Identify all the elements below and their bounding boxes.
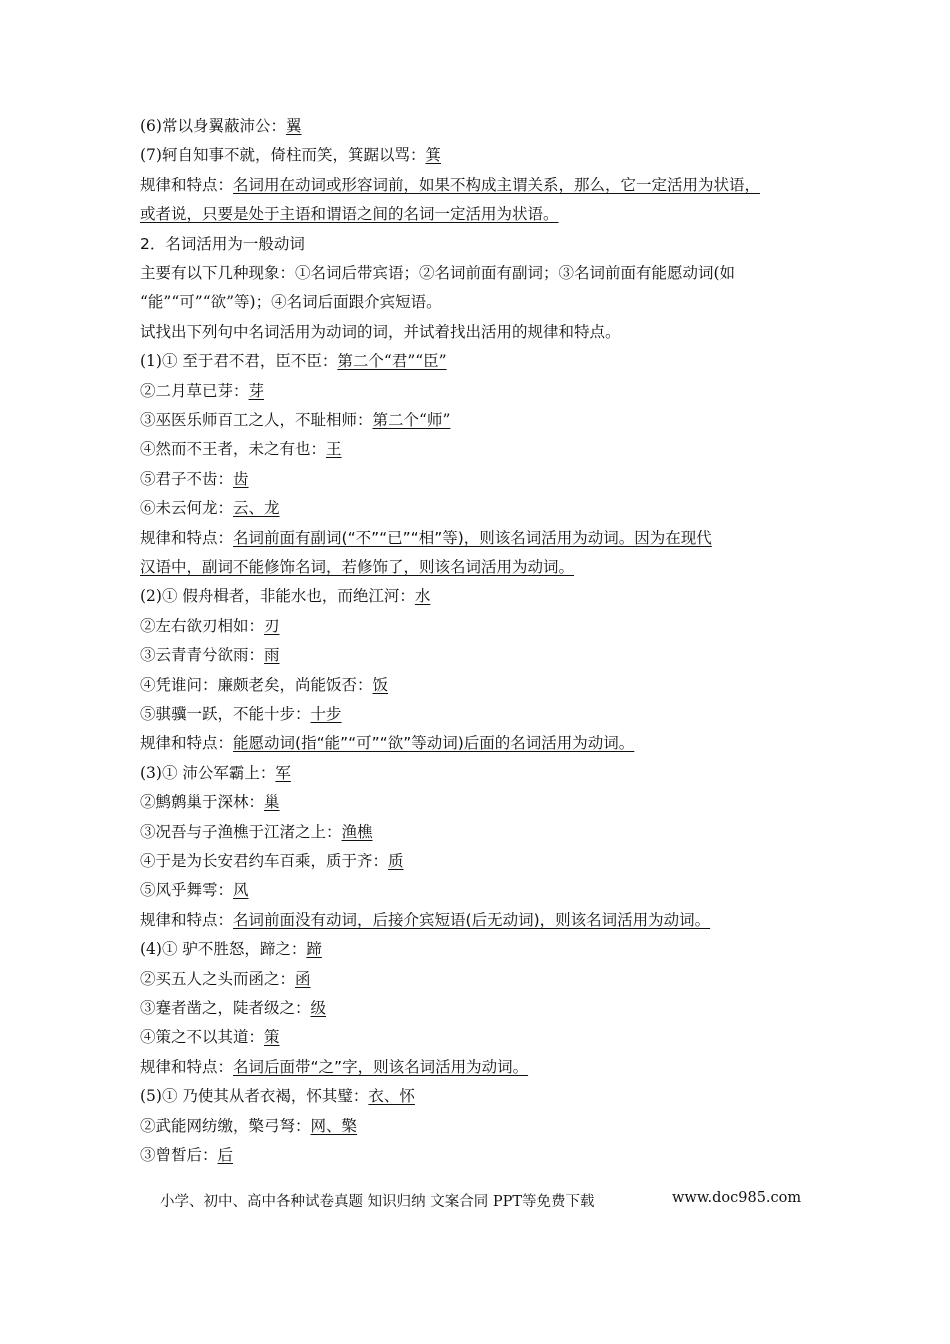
line-text: ②买五人之头而函之：	[140, 970, 296, 988]
line-text: 规律和特点：	[140, 911, 234, 929]
line-text: ④凭谁问：廉颇老矣，尚能饭否：	[140, 676, 373, 694]
answer-text: 芽	[248, 382, 265, 400]
line-text: 规律和特点：	[140, 734, 234, 752]
answer-text: 函	[295, 970, 311, 988]
text-line	[140, 468, 249, 490]
text-line	[140, 556, 574, 578]
text-line	[140, 615, 280, 637]
line-text: ⑤君子不齿：	[140, 470, 234, 488]
text-line	[140, 644, 280, 666]
text-line	[140, 1115, 357, 1137]
line-text: ③巫医乐师百工之人，不耻相师：	[140, 411, 373, 429]
answer-text: 名词前面有副词(“不”“已”“相”等)，则该名词活用为动词。因为在现代	[233, 529, 712, 547]
text-line	[140, 938, 322, 960]
text-line	[140, 791, 280, 813]
line-text: (3)① 沛公军霸上：	[140, 764, 276, 782]
text-line	[140, 438, 342, 460]
text-line	[140, 350, 447, 372]
text-line	[140, 409, 450, 431]
text-line	[140, 203, 559, 225]
answer-text: 王	[326, 440, 342, 458]
text-line	[140, 703, 342, 725]
answer-text: 质	[388, 852, 404, 870]
text-line	[140, 233, 305, 255]
answer-text: 渔樵	[341, 823, 373, 841]
line-text: (7)轲自知事不就，倚柱而笑，箕踞以骂：	[140, 146, 426, 164]
line-text: 主要有以下几种现象：①名词后带宾语；②名词前面有副词；③名词前面有能愿动词(如	[140, 264, 736, 282]
answer-text: 名词后面带“之”字，则该名词活用为动词。	[233, 1058, 529, 1076]
answer-text: 饭	[372, 676, 389, 694]
answer-text: 网、檠	[310, 1117, 358, 1135]
text-line	[140, 674, 388, 696]
text-line	[140, 1026, 280, 1048]
answer-text: 或者说，只要是处于主语和谓语之间的名词一定活用为状语。	[140, 205, 559, 223]
line-text: 2．名词活用为一般动词	[140, 235, 305, 253]
line-text: ②武能网纺缴，檠弓弩：	[140, 1117, 311, 1135]
answer-text: 后	[217, 1146, 234, 1164]
text-line	[140, 732, 634, 754]
text-line	[140, 262, 735, 284]
text-line	[140, 527, 712, 549]
line-text: ③况吾与子渔樵于江渚之上：	[140, 823, 342, 841]
line-text: ⑥未云何龙：	[140, 499, 234, 517]
answer-text: 名词前面没有动词，后接介宾短语(后无动词)，则该名词活用为动词。	[233, 911, 711, 929]
line-text: ②左右欲刃相如：	[140, 617, 265, 635]
answer-text: 名词用在动词或形容词前，如果不构成主谓关系，那么，它一定活用为状语，	[233, 176, 761, 194]
answer-text: 衣、怀	[368, 1087, 415, 1105]
line-text: 规律和特点：	[140, 176, 234, 194]
line-text: (1)① 至于君不君，臣不臣：	[140, 352, 338, 370]
text-line	[140, 997, 326, 1019]
line-text: ②二月草已芽：	[140, 382, 249, 400]
text-line	[140, 968, 311, 990]
answer-text: 第二个“君”“臣”	[337, 352, 447, 370]
answer-text: 水	[414, 587, 431, 605]
answer-text: 齿	[233, 470, 249, 488]
text-line	[140, 174, 760, 196]
answer-text: 能愿动词(指“能”“可”“欲”等动词)后面的名词活用为动词。	[233, 734, 635, 752]
line-text: ②鹪鹩巢于深林：	[140, 793, 265, 811]
text-line	[140, 821, 373, 843]
line-text: ④然而不王者，未之有也：	[140, 440, 327, 458]
answer-text: 翼	[285, 117, 302, 135]
text-line	[140, 115, 301, 137]
answer-text: 汉语中，副词不能修饰名词，若修饰了，则该名词活用为动词。	[140, 558, 575, 576]
line-text: (6)常以身翼蔽沛公：	[140, 117, 286, 135]
line-text: ⑤风乎舞雩：	[140, 881, 234, 899]
text-line	[140, 850, 404, 872]
text-line	[140, 1085, 415, 1107]
text-line	[140, 762, 291, 784]
text-line	[140, 497, 280, 519]
answer-text: 风	[233, 881, 249, 899]
answer-text: 巢	[264, 793, 280, 811]
footer-url[interactable]: www.doc985.com	[672, 1190, 802, 1206]
answer-text: 云、龙	[233, 499, 280, 517]
text-line	[140, 1056, 528, 1078]
line-text: “能”“可”“欲”等)；④名词后面跟介宾短语。	[140, 293, 442, 311]
answer-text: 蹄	[306, 940, 322, 958]
line-text: 试找出下列句中名词活用为动词的词，并试着找出活用的规律和特点。	[140, 323, 621, 341]
answer-text: 第二个“师”	[372, 411, 451, 429]
line-text: ③蹇者凿之，陡者级之：	[140, 999, 311, 1017]
answer-text: 刃	[264, 617, 280, 635]
text-line	[140, 909, 710, 931]
text-line	[140, 291, 442, 313]
text-line	[140, 1144, 233, 1166]
line-text: ③云青青兮欲雨：	[140, 646, 265, 664]
text-line	[140, 144, 441, 166]
line-text: ④于是为长安君约车百乘，质于齐：	[140, 852, 389, 870]
text-line	[140, 585, 430, 607]
text-line	[140, 879, 249, 901]
line-text: 规律和特点：	[140, 1058, 234, 1076]
line-text: ⑤骐骥一跃，不能十步：	[140, 705, 311, 723]
footer-text: 小学、初中、高中各种试卷真题 知识归纳 文案合同 PPT等免费下载	[160, 1194, 595, 1210]
page-footer	[160, 1190, 802, 1211]
text-line	[140, 380, 264, 402]
answer-text: 箕	[425, 146, 441, 164]
answer-text: 十步	[310, 705, 342, 723]
line-text: 规律和特点：	[140, 529, 234, 547]
answer-text: 级	[310, 999, 327, 1017]
line-text: ③曾皙后：	[140, 1146, 218, 1164]
line-text: ④策之不以其道：	[140, 1028, 265, 1046]
answer-text: 雨	[264, 646, 280, 664]
text-line	[140, 321, 621, 343]
line-text: (4)① 驴不胜怒，蹄之：	[140, 940, 307, 958]
line-text: (5)① 乃使其从者衣褐，怀其璧：	[140, 1087, 369, 1105]
answer-text: 策	[264, 1028, 280, 1046]
answer-text: 军	[275, 764, 291, 782]
line-text: (2)① 假舟楫者，非能水也，而绝江河：	[140, 587, 415, 605]
